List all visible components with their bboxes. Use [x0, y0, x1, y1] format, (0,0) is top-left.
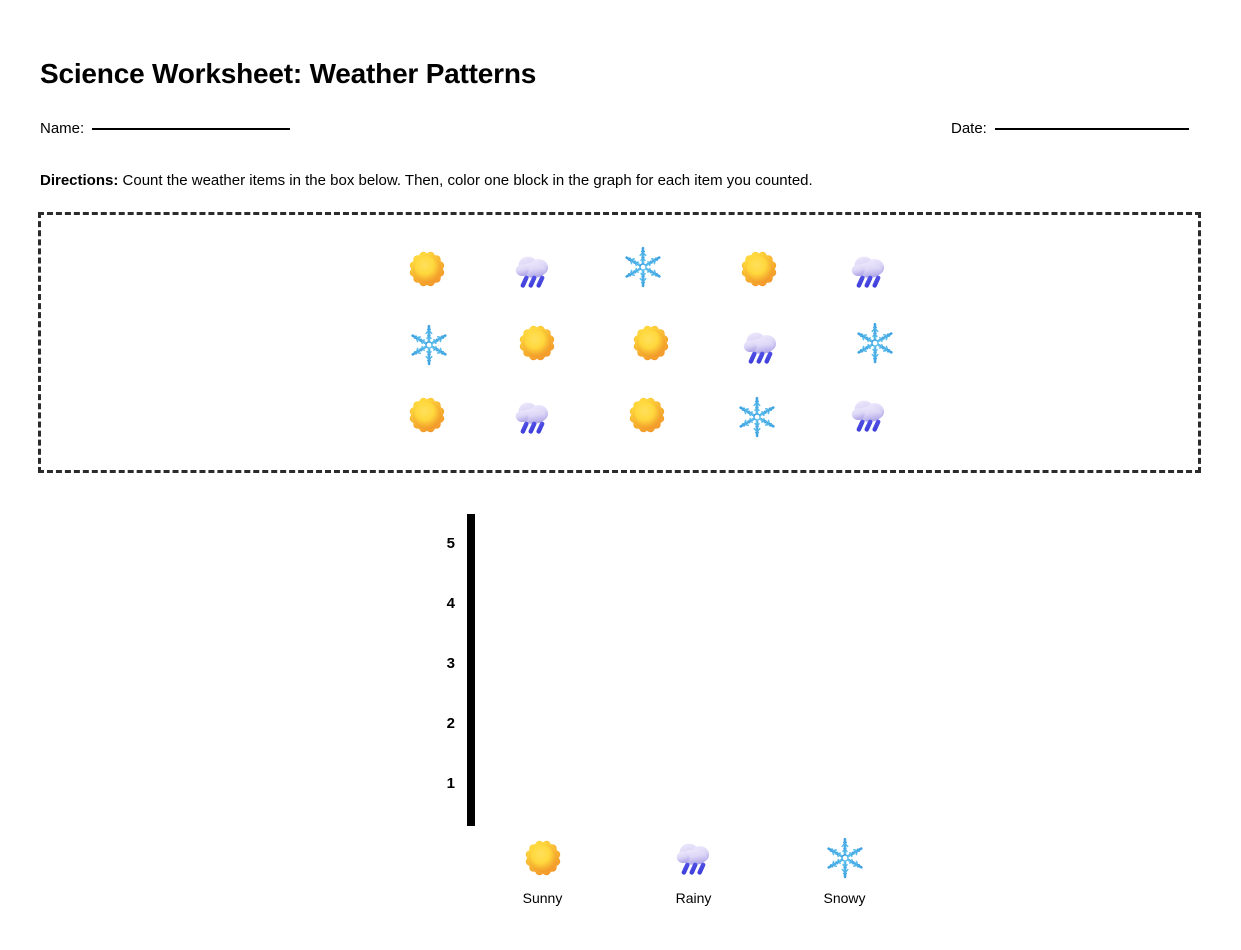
sunny-icon: [509, 315, 565, 371]
graph-row: [468, 515, 474, 577]
graph-cell-snowy-2[interactable]: [472, 701, 474, 763]
legend-item: [769, 832, 920, 906]
legend-label: Snowy: [823, 890, 866, 906]
graph-row: [468, 763, 474, 825]
sunny-icon: [619, 387, 675, 443]
graph-cell-snowy-4[interactable]: [472, 577, 474, 639]
graph-cell-snowy-5[interactable]: [472, 515, 474, 577]
graph-row: [468, 577, 474, 639]
graph-cell-snowy-3[interactable]: [472, 639, 474, 701]
rainy-icon: [733, 319, 789, 375]
directions-text: Count the weather items in the box below. Then, color one block in the graph for each item you counted.: [118, 172, 813, 189]
name-field-group: [40, 120, 290, 137]
snowy-icon: [401, 317, 457, 373]
date-label: Date:: [951, 120, 987, 137]
sunny-icon: [399, 241, 455, 297]
sunny-icon: [399, 387, 455, 443]
sunny-icon: [623, 315, 679, 371]
legend-label: Sunny: [522, 890, 563, 906]
graph-row-label: 1: [446, 775, 455, 792]
snowy-icon: [729, 389, 785, 445]
graph-legend: [467, 832, 920, 906]
name-label: Name:: [40, 120, 85, 137]
rainy-icon: [505, 243, 561, 299]
counting-box: [38, 212, 1201, 473]
graph-row-label: 5: [446, 535, 455, 552]
legend-item: [618, 832, 769, 906]
name-input-rule[interactable]: [92, 128, 290, 130]
graph-cell-snowy-1[interactable]: [472, 763, 474, 825]
date-input-rule[interactable]: [995, 128, 1189, 130]
snowy-icon: [847, 315, 903, 371]
rainy-icon: [505, 389, 561, 445]
graph-row: [468, 701, 474, 763]
sunny-icon: [731, 241, 787, 297]
sunny-icon: [520, 832, 566, 884]
rainy-icon: [841, 387, 897, 443]
graph-grid: [467, 514, 475, 826]
weather-icon-grid: [41, 215, 1198, 470]
rainy-icon: [671, 832, 717, 884]
page-title: Science Worksheet: Weather Patterns: [40, 58, 537, 89]
date-field-group: [951, 120, 1189, 137]
legend-item: [467, 832, 618, 906]
snowy-icon: [615, 239, 671, 295]
graph-row-label: 2: [446, 715, 455, 732]
snowy-icon: [822, 832, 868, 884]
graph-row: [468, 639, 474, 701]
legend-label: Rainy: [675, 890, 712, 906]
graph-row-label: 3: [446, 655, 455, 672]
directions-label: Directions:: [40, 172, 119, 189]
graph-row-label: 4: [446, 595, 455, 612]
directions: [40, 172, 813, 189]
rainy-icon: [841, 243, 897, 299]
